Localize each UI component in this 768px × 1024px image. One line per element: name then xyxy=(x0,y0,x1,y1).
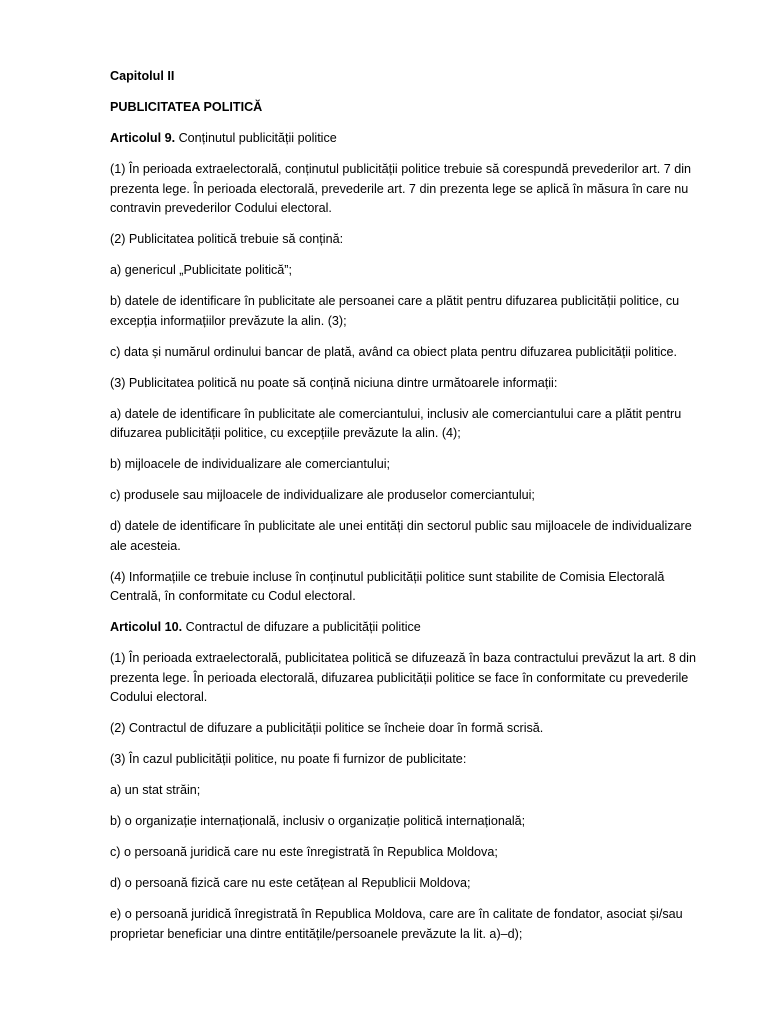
article-10-heading xyxy=(110,618,710,638)
chapter-title: Capitolul II xyxy=(110,69,175,83)
article-10-paragraph: b) o organizație internațională, inclusiv o organizație politică internațională; xyxy=(110,814,526,828)
article-9-paragraph: a) datele de identificare în publicitate ale comerciantului, inclusiv ale comerciantului care a plătit pentru difuzarea publicității politice, cu excepțiile prevăzute la alin. (4); xyxy=(110,406,682,440)
article-10-paragraph: a) un stat străin; xyxy=(110,783,201,797)
article-9-paragraph: c) produsele sau mijloacele de individualizare ale produselor comerciantului; xyxy=(110,488,535,502)
document-body xyxy=(110,67,710,956)
article-10-paragraph: e) o persoană juridică înregistrată în Republica Moldova, care are în calitate de fondator, asociat și/sau proprietar beneficiar una dintre entitățile/persoanele prevăzute la lit. a)–d); xyxy=(110,907,683,941)
article-10-title: Contractul de difuzare a publicității politice xyxy=(182,620,421,634)
article-9-paragraph: c) data și numărul ordinului bancar de plată, având ca obiect plata pentru difuzarea publicității politice. xyxy=(110,344,678,359)
article-10-paragraph: c) o persoană juridică care nu este înregistrată în Republica Moldova; xyxy=(110,845,498,859)
article-9-paragraph: (3) Publicitatea politică nu poate să conțină niciuna dintre următoarele informații: xyxy=(110,375,558,390)
article-10-number: Articolul 10. xyxy=(110,620,183,634)
article-10-paragraph: (1) În perioada extraelectorală, publicitatea politică se difuzează în baza contractului prevăzut la art. 8 din prezenta lege. În perioada electorală, difuzarea publicității politice se face în conformitate cu prevederile Codului electoral. xyxy=(110,651,696,704)
article-9-paragraph: (1) În perioada extraelectorală, conținutul publicității politice trebuie să corespundă prevederilor art. 7 din prezenta lege. În perioada electorală, prevederile art. 7 din prezenta lege se aplică în măsura în care nu contravin prevederilor Codului electoral. xyxy=(110,162,692,215)
article-10-paragraph: (2) Contractul de difuzare a publicității politice se încheie doar în formă scrisă. xyxy=(110,721,544,735)
article-9-paragraph: a) genericul „Publicitate politică”; xyxy=(110,263,292,277)
article-9-heading xyxy=(110,129,710,149)
article-9-paragraph: d) datele de identificare în publicitate ale unei entități din sectorul public sau mijloacele de individualizare ale acesteia. xyxy=(110,519,692,553)
article-9-paragraph: b) datele de identificare în publicitate ale persoanei care a plătit pentru difuzarea publicității politice, cu excepția informațiilor prevăzute la alin. (3); xyxy=(110,294,680,328)
chapter-subtitle: PUBLICITATEA POLITICĂ xyxy=(110,100,263,114)
article-9-number: Articolul 9. xyxy=(110,131,176,145)
article-10-paragraph: d) o persoană fizică care nu este cetățean al Republicii Moldova; xyxy=(110,876,471,890)
article-9-paragraph: (2) Publicitatea politică trebuie să conțină: xyxy=(110,232,344,246)
article-9-title: Conținutul publicității politice xyxy=(175,131,337,145)
article-10-paragraph: (3) În cazul publicității politice, nu poate fi furnizor de publicitate: xyxy=(110,752,467,766)
article-9-paragraph: b) mijloacele de individualizare ale comerciantului; xyxy=(110,457,391,471)
article-9-paragraph: (4) Informațiile ce trebuie incluse în conținutul publicității politice sunt stabilite de Comisia Electorală Centrală, în conformitate cu Codul electoral. xyxy=(110,569,665,603)
